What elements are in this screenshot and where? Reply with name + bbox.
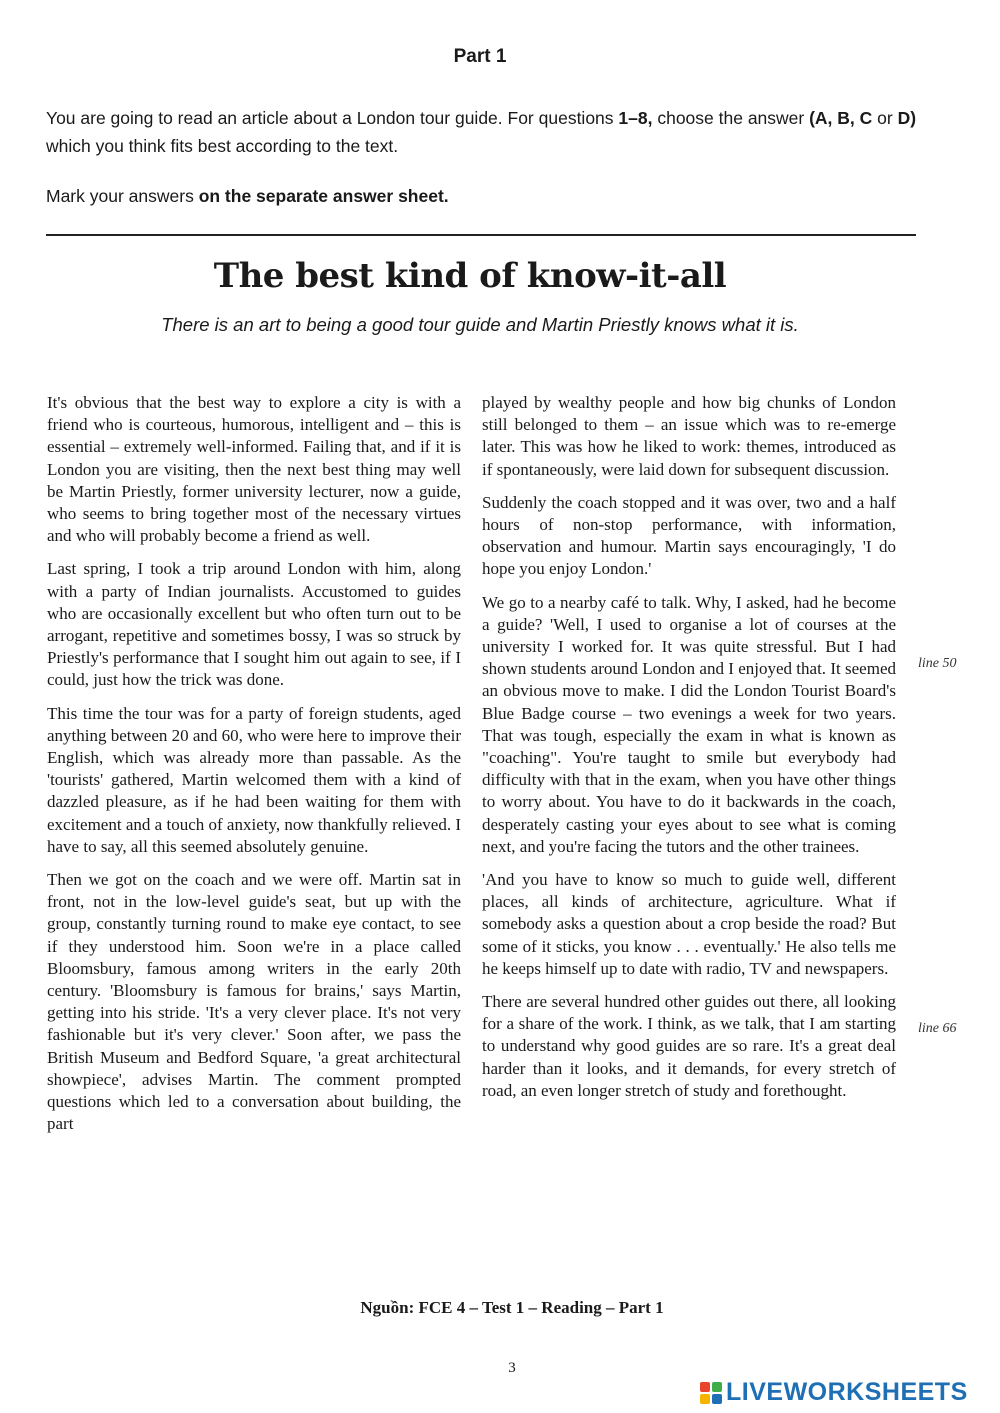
instruction-text: choose the answer	[652, 108, 810, 128]
logo-square	[700, 1382, 710, 1392]
instruction-text: or	[872, 108, 898, 128]
line-marker-50: line 50	[918, 656, 957, 671]
article-right-column	[482, 392, 896, 1113]
article-subtitle: There is an art to being a good tour guide and Martin Priestly knows what it is.	[161, 314, 799, 335]
source-credit: Nguồn: FCE 4 – Test 1 – Reading – Part 1	[360, 1298, 664, 1317]
instruction-emphasis: on the separate answer sheet.	[198, 186, 449, 206]
article-paragraph: Suddenly the coach stopped and it was over, two and a half hours of non-stop performance, with information, observation and humour. Martin says encouragingly, 'I do hope you enjoy London.'	[482, 492, 896, 579]
part-heading: Part 1	[453, 46, 507, 67]
page-number: 3	[508, 1360, 516, 1376]
instruction-emphasis: D)	[897, 108, 917, 128]
instruction-text: which you think fits best according to the text.	[46, 136, 399, 156]
logo-square	[712, 1394, 722, 1404]
article-paragraph: Last spring, I took a trip around London with him, along with a party of Indian journalists. Accustomed to guides who are occasionally excellent but who often turn out to be arrogant, repetitive and sometimes bossy, I was so struck by Priestly's performance that I sought him out again to see, if I could, just how the trick was done.	[47, 559, 461, 690]
instruction-text: Mark your answers	[46, 186, 199, 206]
article-paragraph: It's obvious that the best way to explore a city is with a friend who is courteous, humorous, intelligent and – this is essential – extremely well-informed. Failing that, and if it is London you are visiting, then the next best thing may well be Martin Priestly, former university lecturer, now a guide, who seems to bring together most of the necessary virtues and who will probably become a friend as well.	[47, 393, 461, 546]
article-paragraph: There are several hundred other guides out there, all looking for a share of the work. I think, as we talk, that I am starting to understand why good guides are so rare. It's a great deal harder than it looks, and it demands, for every stretch of road, an even longer stretch of study and forethought.	[482, 992, 896, 1100]
instruction-text: You are going to read an article about a London tour guide. For questions	[46, 108, 619, 128]
brand-text: LIVEWORKSHEETS	[726, 1378, 968, 1406]
article-paragraph: This time the tour was for a party of foreign students, aged anything between 20 and 60, who were here to improve their English, which was already more than passable. As the 'tourists' gathered, Martin welcomed them with a kind of dazzled pleasure, as if he had been waiting for them with excitement and a touch of anxiety, now thankfully relieved. I have to say, all this seemed absolutely genuine.	[47, 703, 462, 856]
instruction-line	[46, 182, 926, 210]
divider-rule	[46, 234, 916, 236]
logo-square	[712, 1382, 722, 1392]
logo-square	[700, 1394, 710, 1404]
instructions	[46, 104, 926, 210]
article-paragraph: played by wealthy people and how big chunks of London still belonged to them – an issue which was to re-emerge later. This was how he liked to work: themes, introduced as if spontaneously, were laid down for subsequent discussion.	[482, 393, 896, 479]
brand-logo[interactable]	[700, 1378, 968, 1407]
article-paragraph: Then we got on the coach and we were off. Martin sat in front, not in the low-level guide's seat, but up with the group, constantly turning round to make eye contact, to see if they understood him. Soon we're in a place called Bloomsbury, famous among writers in the early 20th century. 'Bloomsbury is famous for brains,' says Martin, getting into his stride. 'It's a very clever place. It's not very fashionable but it's very clever.' Soon after, we pass the British Museum and Bedford Square, 'a great architectural showpiece', advises Martin. The comment prompted questions which led to a conversation about building, the part	[47, 870, 461, 1134]
instruction-emphasis: 1–8,	[618, 108, 653, 128]
instruction-line	[46, 104, 926, 160]
article-paragraph: We go to a nearby café to talk. Why, I asked, had he become a guide? 'Well, I used to organise a lot of courses at the university I worked for. It was quite stressful. But I had shown students around London and I enjoyed that. It seemed an obvious move to make. I did the London Tourist Board's Blue Badge course – two evenings a week for two years. That was tough, especially the exam in what is known as "coaching". You're taught to smile but everybody had difficulty with that in the exam, when you have other things to worry about. You have to do it backwards in the coach, desperately casting your eyes about to see what is coming next, and you're facing the tutors and the other trainees.	[482, 592, 896, 856]
article-paragraph: 'And you have to know so much to guide well, different places, all kinds of architecture, agriculture. What if somebody asks a question about a crop beside the road? But some of it sticks, you know . . . eventually.' He also tells me he keeps himself up to date with radio, TV and newspapers.	[482, 870, 896, 978]
article-title: The best kind of know-it-all	[213, 256, 727, 296]
line-marker-66: line 66	[918, 1021, 957, 1036]
liveworksheets-icon	[700, 1382, 722, 1404]
instruction-emphasis: (A, B, C	[809, 108, 873, 128]
article-left-column	[47, 392, 461, 1147]
